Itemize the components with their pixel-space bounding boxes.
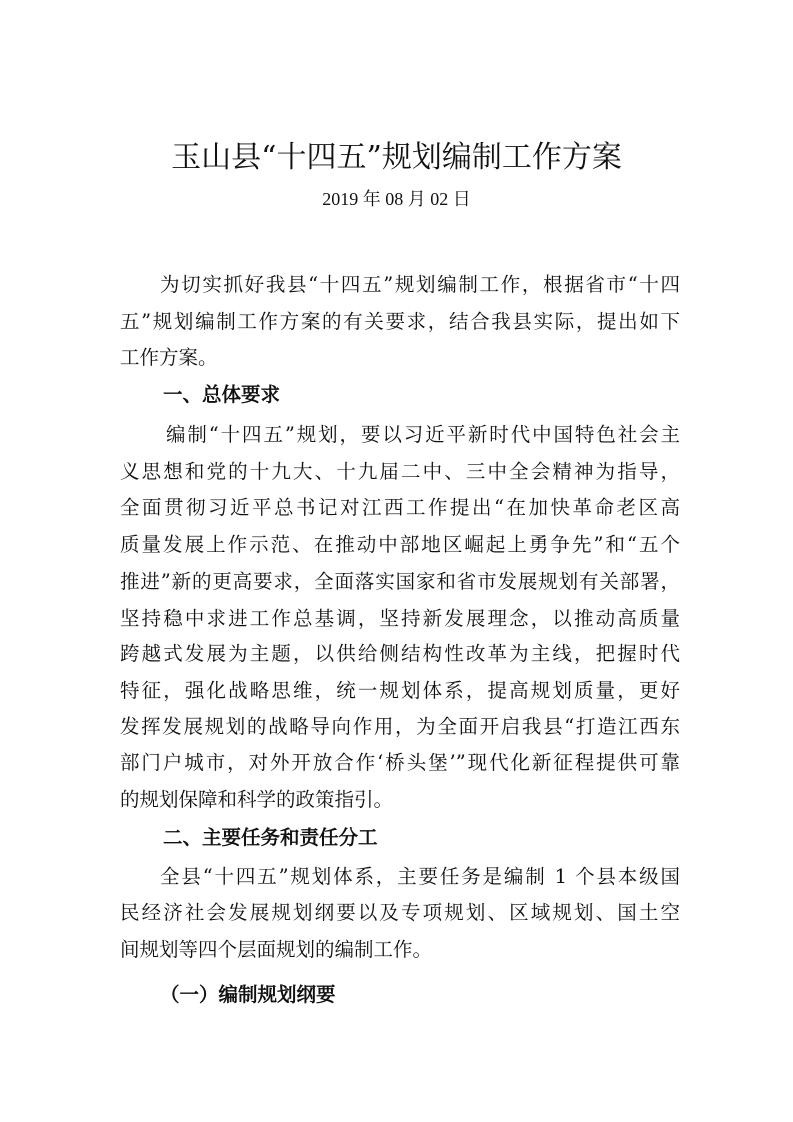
section-heading-overall-requirements: 一、总体要求: [163, 383, 281, 406]
document-title: 玉山县“十四五”规划编制工作方案: [171, 140, 622, 175]
section1-line-8: 特征，强化战略思维，统一规划体系，提高规划质量，更好: [120, 679, 680, 702]
intro-line-3: 工作方案。: [120, 346, 218, 369]
section1-line-3: 全面贯彻习近平总书记对江西工作提出“在加快革命老区高: [120, 496, 680, 519]
intro-line-2: 五”规划编制工作方案的有关要求，结合我县实际，提出如下: [120, 310, 680, 333]
section1-line-9: 发挥发展规划的战略导向作用，为全面开启我县“打造江西东: [120, 715, 680, 738]
section1-line-1: 编制“十四五”规划，要以习近平新时代中国特色社会主: [166, 423, 680, 446]
section1-line-6: 坚持稳中求进工作总基调，坚持新发展理念，以推动高质量: [120, 607, 680, 630]
section1-line-5: 推进”新的更高要求，全面落实国家和省市发展规划有关部署，: [120, 570, 680, 593]
section1-line-2: 义思想和党的十九大、十九届二中、三中全会精神为指导，: [120, 460, 680, 483]
subsection-heading-outline: （一）编制规划纲要: [160, 983, 336, 1006]
section1-line-11: 的规划保障和科学的政策指引。: [120, 788, 394, 811]
section1-line-10: 部门户城市，对外开放合作‘桥头堡’”现代化新征程提供可靠: [120, 751, 680, 774]
section2-line-1: 全县“十四五”规划体系，主要任务是编制 1 个县本级国: [160, 865, 680, 888]
section1-line-4: 质量发展上作示范、在推动中部地区崛起上勇争先”和“五个: [120, 533, 680, 556]
document-date: 2019 年 08 月 02 日: [322, 189, 471, 209]
section2-line-2: 民经济社会发展规划纲要以及专项规划、区域规划、国土空: [120, 901, 680, 924]
intro-line-1: 为切实抓好我县“十四五”规划编制工作，根据省市“十四: [160, 273, 680, 296]
section1-line-7: 跨越式发展为主题，以供给侧结构性改革为主线，把握时代: [120, 642, 680, 665]
section-heading-main-tasks: 二、主要任务和责任分工: [163, 826, 378, 849]
section2-line-3: 间规划等四个层面规划的编制工作。: [120, 938, 433, 961]
